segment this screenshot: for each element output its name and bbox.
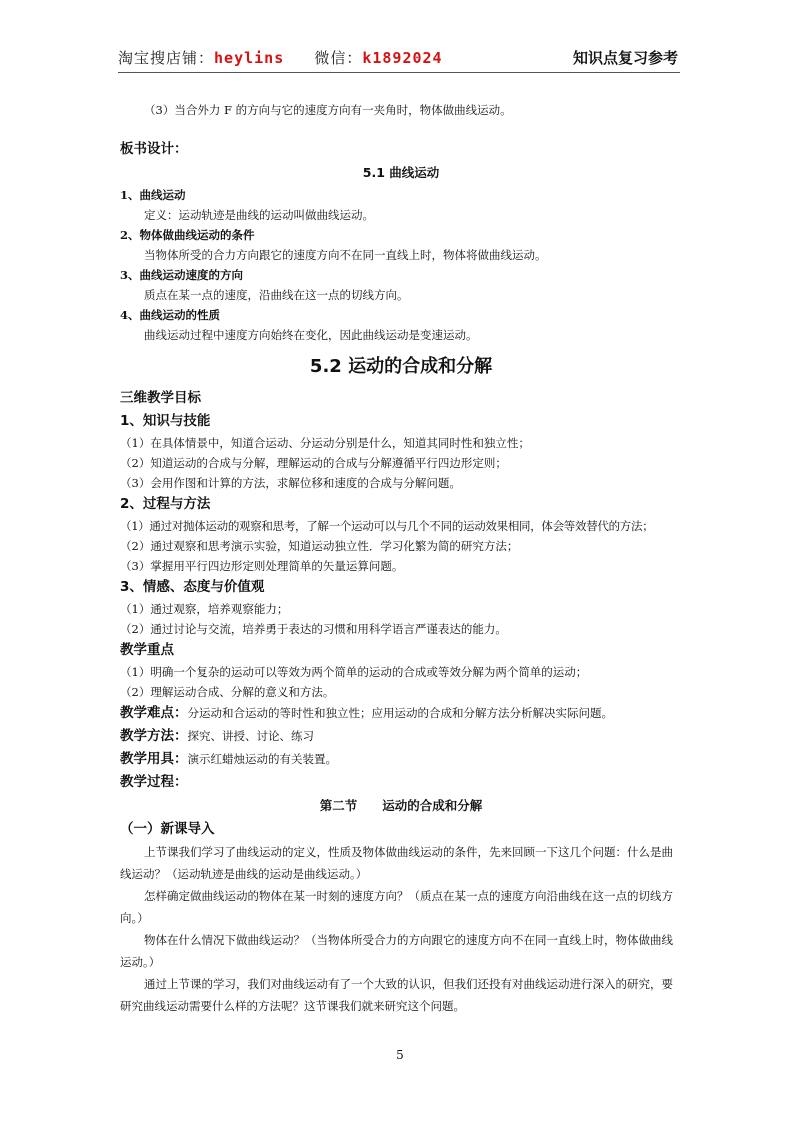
board-item-heading: 1、曲线运动 <box>120 188 186 202</box>
new-lesson-paragraph: 上节课我们学习了曲线运动的定义，性质及物体做曲线运动的条件，先来回顾一下这几个问题：什么是曲线运动？（运动轨迹是曲线的运动是曲线运动。） <box>120 845 673 881</box>
board-item-heading: 3、曲线运动速度的方向 <box>120 268 244 282</box>
attitude-heading: 3、情感、态度与价值观 <box>120 579 265 595</box>
page-header <box>118 44 680 73</box>
attitude-line: （2）通过讨论与交流，培养勇于表达的习惯和用科学语言严谨表达的能力。 <box>120 622 507 636</box>
wechat-id: k1892024 <box>362 49 443 67</box>
tools-text: 演示红蜡烛运动的有关装置。 <box>187 752 337 766</box>
key-points-heading: 教学重点 <box>120 642 174 658</box>
methods-text: 探究、讲授、讨论、练习 <box>187 729 314 743</box>
goals-heading: 三维教学目标 <box>120 390 201 406</box>
methods-label: 教学方法： <box>120 728 188 744</box>
knowledge-line: （1）在具体情景中，知道合运动、分运动分别是什么，知道其同时性和独立性； <box>120 436 530 450</box>
difficulty-row <box>120 702 682 725</box>
tools-label: 教学用具： <box>120 751 188 767</box>
difficulty-text: 分运动和合运动的等时性和独立性；应用运动的合成和分解方法分析解决实际问题。 <box>187 706 613 720</box>
process-line: （1）通过对抛体运动的观察和思考，了解一个运动可以与几个不同的运动效果相同，体会等效替代的方法； <box>120 519 654 533</box>
header-title: 知识点复习参考 <box>572 49 678 67</box>
section-title: 5.2 运动的合成和分解 <box>309 356 493 377</box>
board-item-text: 质点在某一点的速度，沿曲线在这一点的切线方向。 <box>144 288 409 302</box>
knowledge-line: （2）知道运动的合成与分解，理解运动的合成与分解遵循平行四边形定则； <box>120 456 507 470</box>
board-item-text: 定义：运动轨迹是曲线的运动叫做曲线运动。 <box>144 208 374 222</box>
document-body <box>120 100 682 1017</box>
knowledge-heading: 1、知识与技能 <box>120 413 211 429</box>
board-heading: 板书设计： <box>120 141 188 157</box>
process-heading: 2、过程与方法 <box>120 496 211 512</box>
new-lesson-paragraph: 通过上节课的学习，我们对曲线运动有了一个大致的认识，但我们还投有对曲线运动进行深入的研究，要研究曲线运动需要什么样的方法呢？这节课我们就来研究这个问题。 <box>120 977 673 1013</box>
header-shop-info <box>118 47 443 68</box>
new-lesson-paragraph: 物体在什么情况下做曲线运动？（当物体所受合力的方向跟它的速度方向不在同一直线上时，物体做曲线运动。） <box>120 933 673 969</box>
shop-label: 淘宝搜店铺： <box>118 49 215 67</box>
intro-line: （3）当合外力 F 的方向与它的速度方向有一夹角时，物体做曲线运动。 <box>144 103 512 117</box>
lesson-title: 第二节 运动的合成和分解 <box>319 798 483 813</box>
attitude-line: （1）通过观察，培养观察能力； <box>120 602 289 616</box>
board-title: 5.1 曲线运动 <box>362 165 440 180</box>
methods-row <box>120 725 682 748</box>
page-number: 5 <box>396 1048 404 1062</box>
knowledge-line: （3）会用作图和计算的方法，求解位移和速度的合成与分解问题。 <box>120 476 461 490</box>
wechat-label: 微信： <box>314 49 363 67</box>
shop-name: heylins <box>214 49 285 67</box>
tools-row <box>120 748 682 771</box>
new-lesson-paragraph: 怎样确定做曲线运动的物体在某一时刻的速度方向？（质点在某一点的速度方向沿曲线在这一点的切线方向。） <box>120 889 673 925</box>
process-steps-heading: 教学过程： <box>120 774 188 790</box>
difficulty-label: 教学难点： <box>120 705 188 721</box>
board-item-text: 当物体所受的合力方向跟它的速度方向不在同一直线上时，物体将做曲线运动。 <box>144 248 547 262</box>
key-points-line: （2）理解运动合成、分解的意义和方法。 <box>120 685 335 699</box>
board-item-text: 曲线运动过程中速度方向始终在变化，因此曲线运动是变速运动。 <box>144 328 478 342</box>
new-lesson-heading: （一）新课导入 <box>120 821 215 837</box>
process-line: （2）通过观察和思考演示实验，知道运动独立性．学习化繁为简的研究方法； <box>120 539 519 553</box>
process-line: （3）掌握用平行四边形定则处理简单的矢量运算问题。 <box>120 559 404 573</box>
board-item-heading: 4、曲线运动的性质 <box>120 308 221 322</box>
board-item-heading: 2、物体做曲线运动的条件 <box>120 228 255 242</box>
key-points-line: （1）明确一个复杂的运动可以等效为两个简单的运动的合成或等效分解为两个简单的运动； <box>120 665 588 679</box>
